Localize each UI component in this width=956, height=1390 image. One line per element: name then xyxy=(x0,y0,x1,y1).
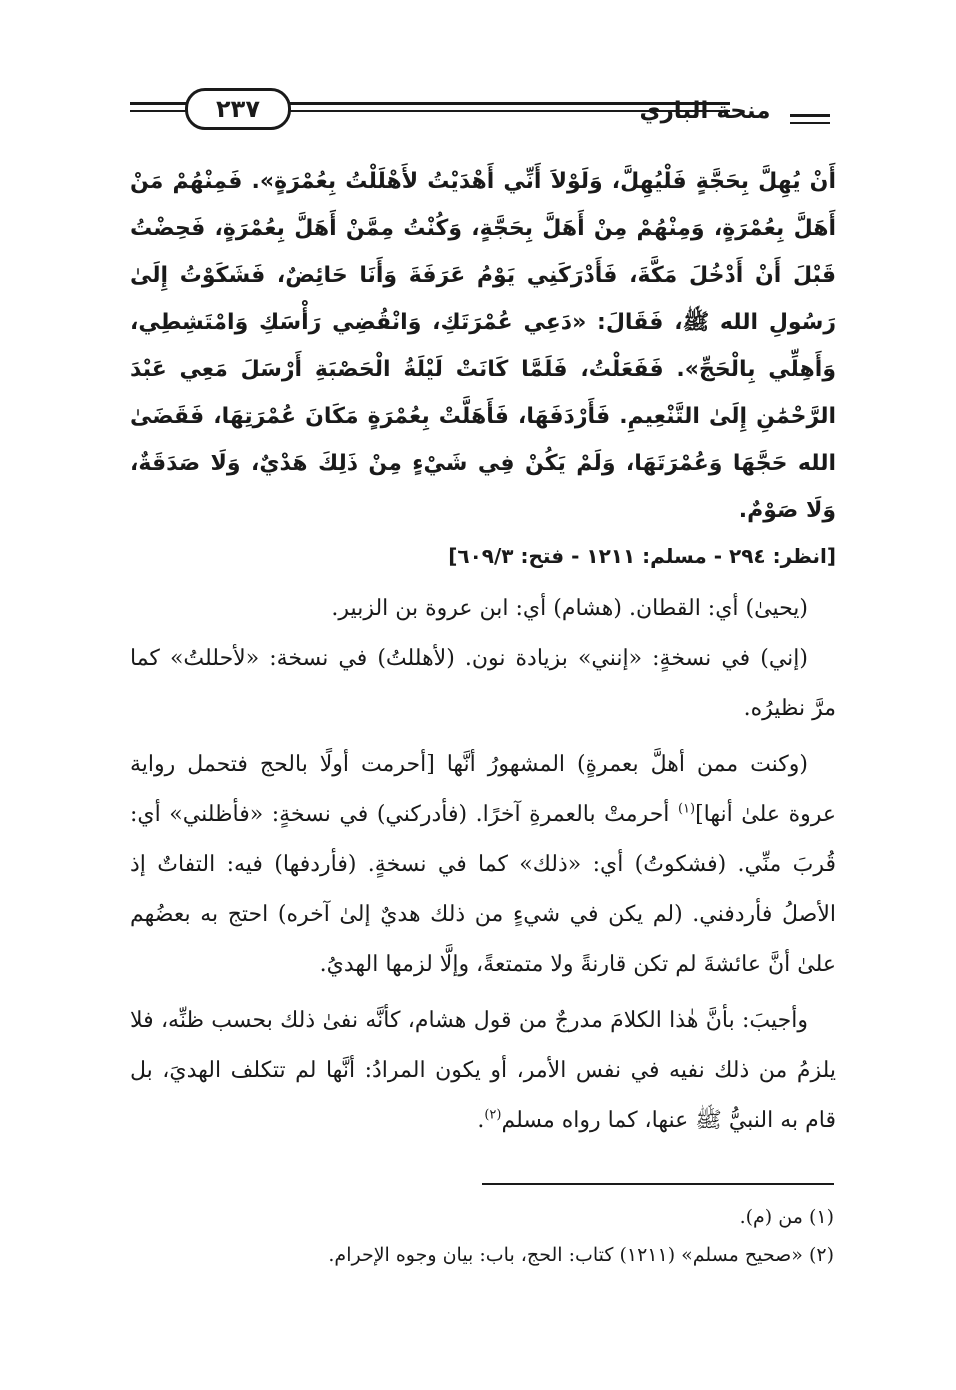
commentary-paragraph xyxy=(130,740,836,990)
page-number: ٢٣٧ xyxy=(185,88,291,130)
hadith-text: أَنْ يُهِلَّ بِحَجَّةٍ فَلْيُهِلَّ، وَلَوْلاَ أَنِّي أَهْدَيْتُ لأَهْلَلْتُ بِعُمْرَةٍ». فَمِنْهُمْ مَنْ أَهَلَّ بِعُمْرَةٍ، وَمِنْهُمْ مِنْ أَهَلَّ بِحَجَّةٍ، وَكُنْتُ مِمَّنْ أَهَلَّ بِعُمْرَةٍ، فَحِضْتُ قَبْلَ أَنْ أَدْخُلَ مَكَّةَ، فَأَدْرَكَنِي يَوْمُ عَرَفَةَ وَأَنَا حَائِضٌ، فَشَكَوْتُ إِلَىٰ رَسُولِ الله ﷺ، فَقَالَ: «دَعِي عُمْرَتَكِ، وَانْقُضِي رَأْسَكِ وَامْتَشِطِي، وَأَهِلِّي بِالْحَجِّ». فَفَعَلْتُ، فَلَمَّا كَانَتْ لَيْلَةُ الْحَصْبَةِ أَرْسَلَ مَعِي عَبْدَ الرَّحْمَٰنِ إِلَىٰ التَّنْعِيمِ. فَأَرْدَفَهَا، فَأَهَلَّتْ بِعُمْرَةٍ مَكَانَ عُمْرَتِهَا، فَقَضَىٰ الله حَجَّهَا وَعُمْرَتَهَا، وَلَمْ يَكُنْ فِي شَيْءٍ مِنْ ذَلِكَ هَدْيٌ، وَلَا صَدَقَةٌ، وَلَا صَوْمٌ. xyxy=(130,169,836,523)
footnote: (٢) «صحيح مسلم» (١٢١١) كتاب: الحج، باب: بيان وجوه الإحرام. xyxy=(328,1244,834,1266)
footnote-mark: (١) xyxy=(677,801,696,817)
commentary-text: . xyxy=(477,1108,485,1133)
commentary-paragraph: (يحيىٰ) أي: القطان. (هشام) أي: ابن عروة بن الزبير. xyxy=(331,596,808,621)
footnote-mark: (٢) xyxy=(484,1107,502,1123)
running-title: منحة الباري xyxy=(639,98,771,124)
footnotes xyxy=(130,1198,834,1274)
commentary-text: (وكنت ممن أهلَّ بعمرةٍ) المشهورُ أنَّها [أحرمت أولًا بالحج فتحمل رواية عروة علىٰ أنها] xyxy=(130,752,836,827)
header-rule xyxy=(790,122,830,124)
commentary-text: وأجيبَ: بأنَّ هٰذا الكلامَ مدرجٌ من قول هشام، كأنَّه نفىٰ ذلك بحسب ظنِّه، فلا يلزمُ من ذلك نفيه في نفس الأمر، أو يكون المرادُ: أنَّها لم تتكلف الهديَ، بل قام به النبيُّ ﷺ عنها، كما رواه مسلم xyxy=(130,1008,836,1133)
commentary-paragraph xyxy=(130,996,836,1146)
footnote: (١) من (م). xyxy=(739,1206,834,1228)
hadith-reference: [انظر: ٢٩٤ - مسلم: ١٢١١ - فتح: ٦٠٩/٣] xyxy=(448,544,836,568)
commentary-text: أحرمتْ بالعمرةِ آخرًا. (فأدركني) في نسخةٍ: «فأظلني» أي: قُربَ منِّي. (فشكوتُ) أي: «ذلك» كما في نسخةٍ. (فأردفها) فيه: التفاتٌ إذ الأصلُ فأردفني. (لم يكن في شيءٍ من ذلك هديٌ إلىٰ آخره) احتج به بعضُهم علىٰ أنَّ عائشةَ لم تكن قارنةً ولا متمتعةً، وإلَّا لزمها الهديُ. xyxy=(130,802,836,977)
header-rule xyxy=(790,114,830,117)
page-header xyxy=(130,88,830,138)
commentary-paragraph: (إني) في نسخةٍ: «إنني» بزيادة نون. (لأهللتُ) في نسخة: «لأحللتُ» كما مرَّ نظيرُه. xyxy=(130,646,836,721)
page-content xyxy=(130,158,836,1146)
footnote-divider xyxy=(482,1183,834,1185)
